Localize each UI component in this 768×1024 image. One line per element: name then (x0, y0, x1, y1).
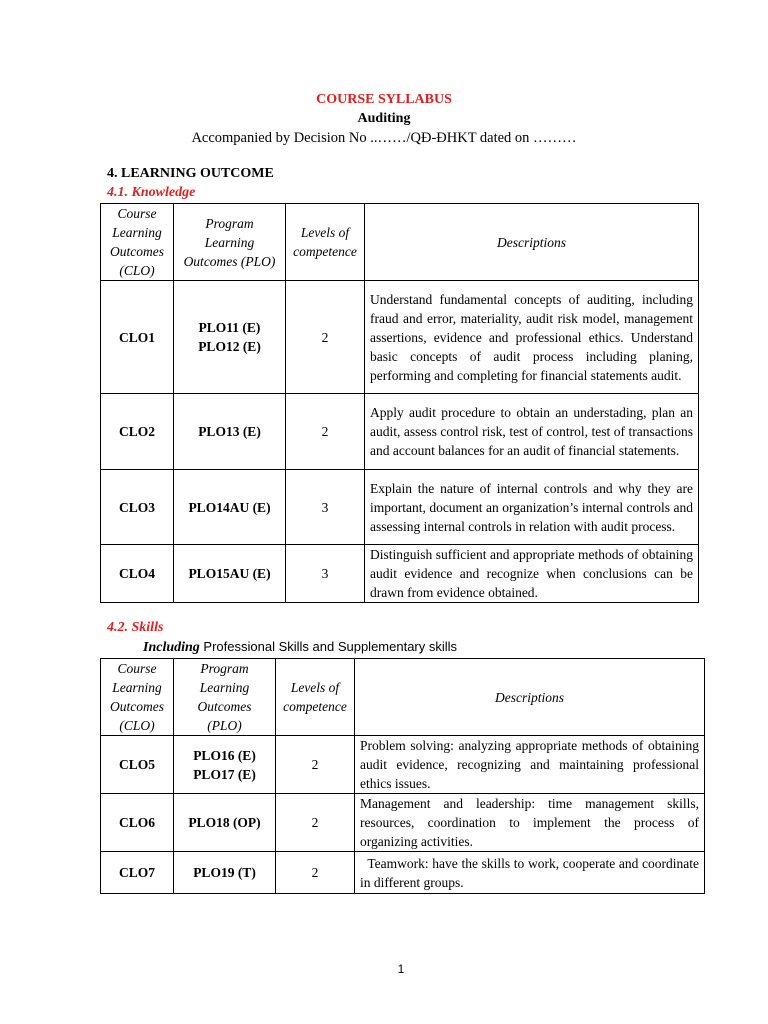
table-row (101, 281, 699, 394)
plo-cell: PLO14AU (E) (174, 470, 286, 545)
col-header-plo: Program Learning Outcomes (PLO) (174, 204, 286, 281)
col-header-clo: Course Learning Outcomes (CLO) (101, 204, 174, 281)
clo-cell: CLO2 (101, 394, 174, 470)
table-row (101, 736, 705, 794)
clo-cell: CLO1 (101, 281, 174, 394)
clo-cell: CLO7 (101, 852, 174, 894)
plo-cell: PLO15AU (E) (174, 545, 286, 603)
description-cell: Problem solving: analyzing appropriate methods of obtaining audit evidence, recognizing and maintaining professional ethics issues. (355, 736, 705, 794)
course-name: Auditing (357, 111, 411, 126)
level-cell: 3 (286, 470, 365, 545)
decision-line: Accompanied by Decision No ..……/QĐ-ĐHKT dated on ……… (191, 130, 577, 146)
description-cell: Teamwork: have the skills to work, cooperate and coordinate in different groups. (355, 852, 705, 894)
description-cell: Apply audit procedure to obtain an understading, plan an audit, assess control risk, test of control, test of transactions and account balances for an audit of financial statements. (365, 394, 699, 470)
level-cell: 2 (276, 852, 355, 894)
table-row (101, 545, 699, 603)
plo-cell: PLO19 (T) (174, 852, 276, 894)
clo-cell: CLO4 (101, 545, 174, 603)
description-cell: Explain the nature of internal controls and why they are important, document an organization’s internal controls and assessing internal controls in relation with audit process. (365, 470, 699, 545)
col-header-levels: Levels of competence (286, 204, 365, 281)
skills-note (143, 639, 457, 656)
col-header-levels: Levels of competence (276, 659, 355, 736)
level-cell: 3 (286, 545, 365, 603)
col-header-descriptions: Descriptions (355, 659, 705, 736)
syllabus-title: COURSE SYLLABUS (316, 92, 452, 107)
description-cell: Understand fundamental concepts of auditing, including fraud and error, materiality, audit risk model, management assertions, evidence and professional ethics. Understand basic concepts of audit process including planing, performing and completing for financial statements audit. (365, 281, 699, 394)
section-heading: 4. LEARNING OUTCOME (107, 166, 274, 181)
description-cell: Distinguish sufficient and appropriate methods of obtaining audit evidence and recognize when conclusions can be drawn from evidence obtained. (365, 545, 699, 603)
col-header-clo: Course Learning Outcomes (CLO) (101, 659, 174, 736)
col-header-descriptions: Descriptions (365, 204, 699, 281)
table-header-row (101, 659, 705, 736)
knowledge-subheading: 4.1. Knowledge (107, 185, 196, 200)
plo-cell: PLO18 (OP) (174, 794, 276, 852)
knowledge-table (100, 203, 699, 603)
level-cell: 2 (276, 794, 355, 852)
plo-cell: PLO13 (E) (174, 394, 286, 470)
clo-cell: CLO3 (101, 470, 174, 545)
skills-note-bold: Including (143, 640, 200, 655)
description-cell: Management and leadership: time management skills, resources, coordination to implement the process of organizing activities. (355, 794, 705, 852)
clo-cell: CLO6 (101, 794, 174, 852)
table-row (101, 852, 705, 894)
skills-subheading: 4.2. Skills (107, 620, 164, 635)
table-header-row (101, 204, 699, 281)
plo-cell: PLO11 (E) PLO12 (E) (174, 281, 286, 394)
table-row (101, 794, 705, 852)
page-number: 1 (397, 962, 405, 976)
table-row (101, 470, 699, 545)
col-header-plo: Program Learning Outcomes (PLO) (174, 659, 276, 736)
level-cell: 2 (276, 736, 355, 794)
skills-table (100, 658, 705, 894)
table-row (101, 394, 699, 470)
skills-note-text: Professional Skills and Supplementary skills (199, 639, 458, 654)
level-cell: 2 (286, 281, 365, 394)
plo-cell: PLO16 (E) PLO17 (E) (174, 736, 276, 794)
level-cell: 2 (286, 394, 365, 470)
clo-cell: CLO5 (101, 736, 174, 794)
